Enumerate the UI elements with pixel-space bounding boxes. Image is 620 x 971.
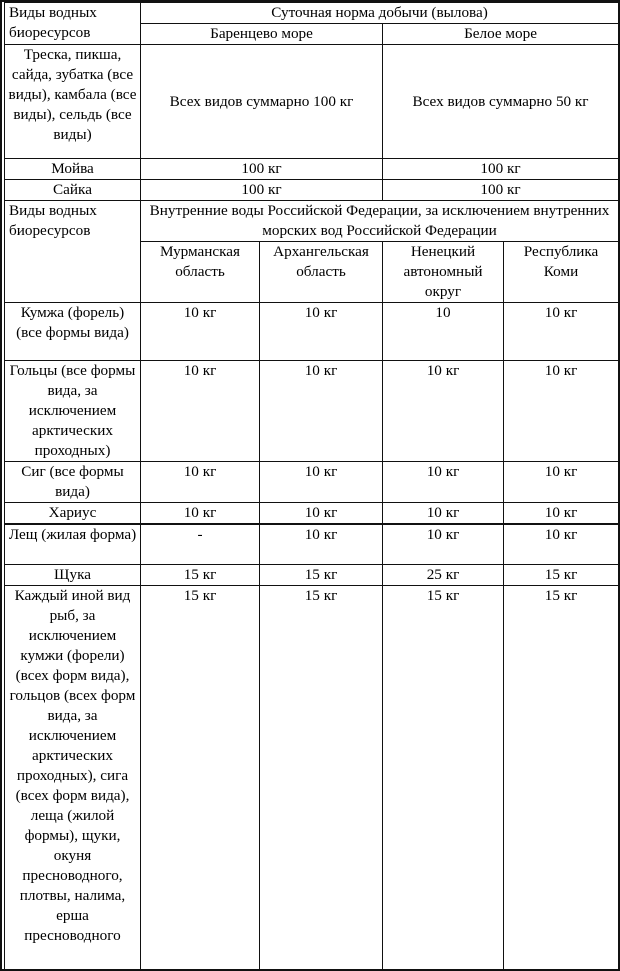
value-cell: 10 кг [141,361,260,462]
species-cell: Треска, пикша, сайда, зубатка (все виды), камбала (все виды), сельдь (все виды) [5,45,141,159]
value-cell: 10 кг [260,361,383,462]
barents-value: Всех видов суммарно 100 кг [141,45,383,159]
species-cell: Лещ (жилая форма) [5,524,141,564]
value-cell: 15 кг [141,564,260,585]
region-nenets: Ненецкий автономный округ [383,242,504,303]
white-value: Всех видов суммарно 50 кг [383,45,619,159]
catch-norms-table [4,2,619,971]
daily-norm-header: Суточная норма добычи (вылова) [141,3,619,24]
species-cell: Хариус [5,503,141,525]
value-cell: 10 кг [141,303,260,361]
value-cell: 10 кг [504,503,619,525]
species-header: Виды водных биоресурсов [5,3,141,45]
value-cell: 10 кг [504,462,619,503]
value-cell: 15 кг [504,564,619,585]
value-cell: 10 кг [141,503,260,525]
value-cell: 10 кг [383,503,504,525]
value-cell: 10 кг [383,462,504,503]
species-cell: Каждый иной вид рыб, за исключением кумжи (форели) (всех форм вида), гольцов (всех форм вида, за исключением арктических проходных), сига (всех форм вида), леща (жилой формы), щуки, окуня пресноводного, плотвы, налима, ерша пресноводного [5,585,141,971]
value-cell: 10 [383,303,504,361]
value-cell: 10 кг [260,462,383,503]
species-cell: Сиг (все формы вида) [5,462,141,503]
white-value: 100 кг [383,159,619,180]
value-cell: 10 кг [383,524,504,564]
value-cell: 10 кг [504,361,619,462]
value-cell: 15 кг [383,585,504,971]
barents-value: 100 кг [141,180,383,201]
value-cell: 15 кг [504,585,619,971]
value-cell: 10 кг [504,303,619,361]
inland-waters-header: Внутренние воды Российской Федерации, за исключением внутренних морских вод Российской Федерации [141,201,619,242]
inland-species-header: Виды водных биоресурсов [5,201,141,303]
value-cell: 10 кг [260,303,383,361]
value-cell: 10 кг [260,503,383,525]
species-cell: Гольцы (все формы вида, за исключением арктических проходных) [5,361,141,462]
white-value: 100 кг [383,180,619,201]
species-cell: Сайка [5,180,141,201]
value-cell: 10 кг [383,361,504,462]
species-cell: Кумжа (форель) (все формы вида) [5,303,141,361]
white-sea-header: Белое море [383,24,619,45]
value-cell: 10 кг [260,524,383,564]
value-cell: 15 кг [260,585,383,971]
species-cell: Мойва [5,159,141,180]
value-cell: 10 кг [504,524,619,564]
region-komi: Республика Коми [504,242,619,303]
value-cell: 15 кг [141,585,260,971]
barents-sea-header: Баренцево море [141,24,383,45]
value-cell: 25 кг [383,564,504,585]
region-murmansk: Мурманская область [141,242,260,303]
value-cell: - [141,524,260,564]
value-cell: 10 кг [141,462,260,503]
region-arkhangelsk: Архангельская область [260,242,383,303]
value-cell: 15 кг [260,564,383,585]
species-cell: Щука [5,564,141,585]
barents-value: 100 кг [141,159,383,180]
